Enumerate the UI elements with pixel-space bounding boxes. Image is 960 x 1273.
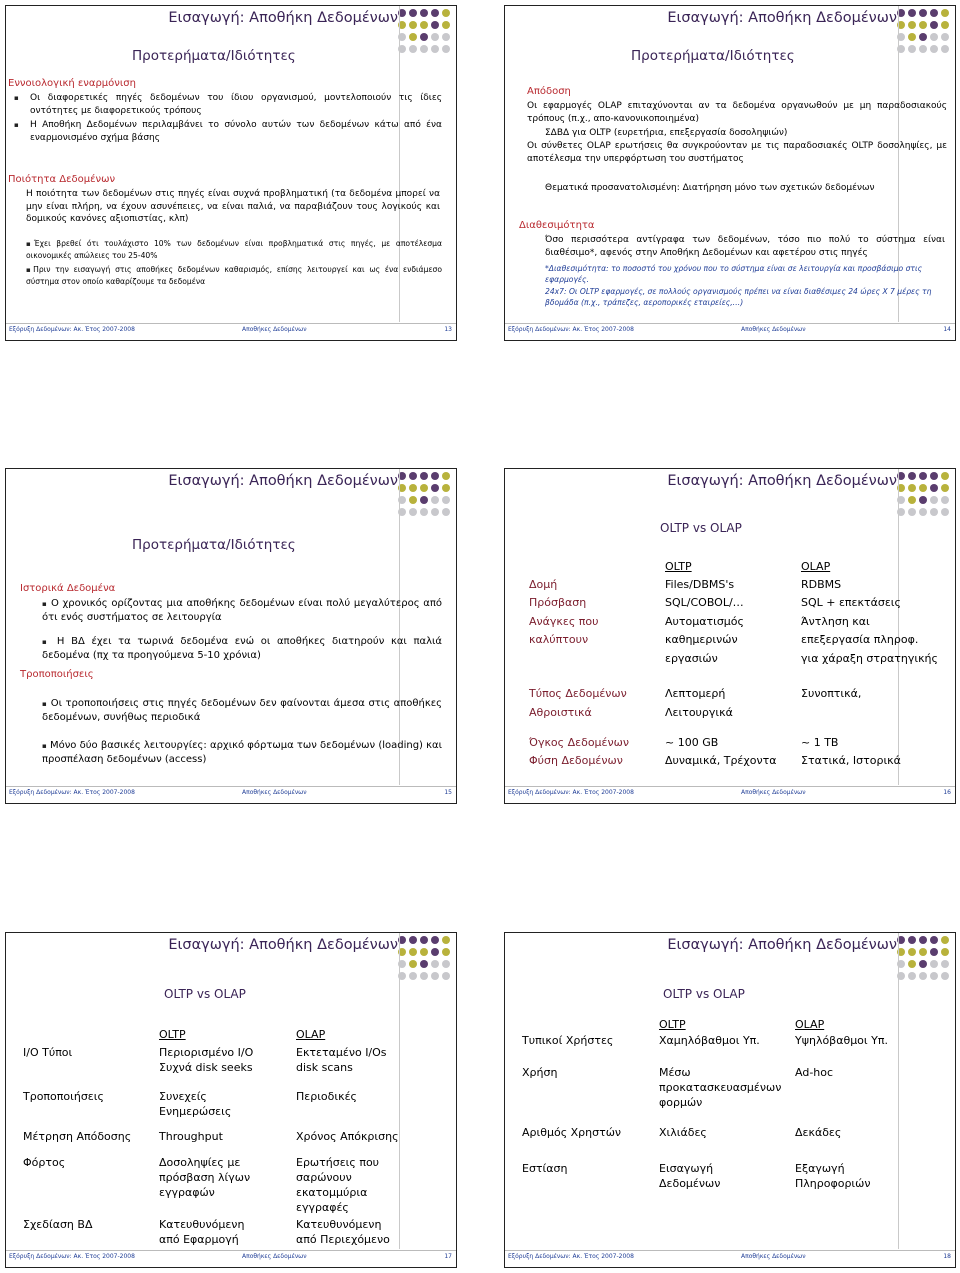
paragraph: Οι σύνθετες OLAP ερωτήσεις θα συγκρούονταν με τις παραδοσιακές OLTP δοσοληψίες, με αποτέλεσμα την υπερφόρτωση του συστήματος <box>527 141 947 164</box>
olap-cell: ~ 1 TB <box>801 736 839 749</box>
paragraph: ΣΔΒΔ για OLTP (ευρετήρια, επεξεργασία δοσοληψιών) <box>545 128 788 138</box>
decorative-dot <box>420 484 428 492</box>
decorative-dot <box>919 9 927 17</box>
decorative-dot <box>941 948 949 956</box>
decorative-dot <box>420 972 428 980</box>
decorative-dot <box>930 484 938 492</box>
slide-17 <box>5 932 457 1268</box>
row-label: I/O Τύποι <box>23 1046 73 1059</box>
section-heading: Εννοιολογική εναρμόνιση <box>8 78 136 89</box>
slide-subtitle: OLTP vs OLAP <box>164 987 246 1001</box>
decorative-dot <box>930 21 938 29</box>
footnote: *Διαθεσιμότητα: το ποσοστό του χρόνου που το σύστημα είναι σε λειτουργία και προσβάσιμο στις εφαρμογές. <box>545 264 923 284</box>
page-number: 16 <box>943 789 951 796</box>
decorative-dot <box>431 472 439 480</box>
oltp-cell: SQL/COBOL/… <box>665 596 744 609</box>
olap-cell: SQL + επεκτάσεις <box>801 596 901 609</box>
decorative-dot <box>431 9 439 17</box>
olap-cell: Ad-hoc <box>795 1066 834 1079</box>
column-header-olap: OLAP <box>795 1018 825 1031</box>
decorative-dot <box>409 936 417 944</box>
decorative-dot <box>409 948 417 956</box>
page-number: 14 <box>943 326 951 333</box>
decorative-dot <box>409 508 417 516</box>
oltp-cell: Δυναμικά, Τρέχοντα <box>665 754 777 767</box>
bullet-text: Η Αποθήκη Δεδομένων περιλαμβάνει το σύνολο αυτών των δεδομένων κάτω από ένα εναρμονισμένο σχήμα βάσης <box>30 120 442 143</box>
bullet-item <box>42 697 442 725</box>
footer-course: Εξόρυξη Δεδομένων: Ακ. Έτος 2007-2008 <box>9 1253 135 1260</box>
slide-title: Εισαγωγή: Αποθήκη Δεδομένων <box>667 937 897 953</box>
decorative-dot <box>442 936 450 944</box>
slide-13 <box>5 5 457 341</box>
decorative-dot <box>908 9 916 17</box>
row-label: Φύση Δεδομένων <box>529 754 623 767</box>
slide-subtitle: Προτερήματα/Ιδιότητες <box>132 537 296 553</box>
bullet-icon: ▪ <box>42 600 48 608</box>
decorative-dot <box>420 21 428 29</box>
oltp-cell: Λειτουργικά <box>665 706 733 719</box>
decorative-dot <box>919 472 927 480</box>
paragraph: Η ποιότητα των δεδομένων στις πηγές είναι συχνά προβληματική (τα δεδομένα μπορεί να μην είναι πλήρη, να έχουν ασυνέπειες, να είναι παλιά, να παραβιάζουν τους λογικούς και δομικούς κανόνες αξιοπιστίας, κλπ) <box>26 189 440 224</box>
column-header-olap: OLAP <box>801 560 831 573</box>
footer-course: Εξόρυξη Δεδομένων: Ακ. Έτος 2007-2008 <box>9 789 135 796</box>
footer-course: Εξόρυξη Δεδομένων: Ακ. Έτος 2007-2008 <box>508 326 634 333</box>
row-label: Σχεδίαση ΒΔ <box>23 1218 93 1231</box>
decorative-dot <box>919 21 927 29</box>
decorative-dot <box>442 960 450 968</box>
bullet-item <box>42 739 442 767</box>
decorative-dot <box>431 960 439 968</box>
slide-footer <box>505 789 955 800</box>
decorative-dot <box>919 45 927 53</box>
slide-title: Εισαγωγή: Αποθήκη Δεδομένων <box>168 473 398 489</box>
oltp-cell: Χιλιάδες <box>659 1126 707 1139</box>
decorative-dot <box>431 972 439 980</box>
oltp-cell: Αυτοματισμός <box>665 615 744 628</box>
row-label: Τύπος Δεδομένων <box>529 687 627 700</box>
oltp-cell: Throughput <box>159 1130 223 1143</box>
decorative-dot <box>431 936 439 944</box>
decorative-dot <box>431 496 439 504</box>
decorative-dots <box>398 936 452 988</box>
row-label: Όγκος Δεδομένων <box>529 736 629 749</box>
slide-footer <box>505 1253 955 1264</box>
oltp-cell: Συνεχείς Ενημερώσεις <box>159 1090 232 1118</box>
decorative-dot <box>431 948 439 956</box>
bullet-icon: ▪ <box>42 638 51 646</box>
oltp-cell: εργασιών <box>665 652 718 665</box>
row-label: Χρήση <box>522 1066 558 1079</box>
decorative-dot <box>409 21 417 29</box>
decorative-dot <box>930 496 938 504</box>
bullet-text: Οι διαφορετικές πηγές δεδομένων του ίδιου οργανισμού, μοντελοποιούν τις ίδιες οντότητες με διαφορετικούς τρόπους <box>30 93 442 116</box>
decorative-dot <box>930 33 938 41</box>
decorative-dot <box>930 9 938 17</box>
row-label: Δομή <box>529 578 558 591</box>
slide-title: Εισαγωγή: Αποθήκη Δεδομένων <box>168 937 398 953</box>
row-label: καλύπτουν <box>529 633 589 646</box>
paragraph: Όσο περισσότερα αντίγραφα των δεδομένων, τόσο πιο πολύ το σύστημα είναι διαθέσιμο*, αφενός στην Αποθήκη Δεδομένων και αφετέρου στις πηγές <box>545 235 945 258</box>
paragraph: Οι εφαρμογές OLAP επιταχύνονται αν τα δεδομένα οργανωθούν με μη παραδοσιακούς τρόπους (π.χ., απο-κανονικοποιημένα) <box>527 101 947 124</box>
decorative-dot <box>420 472 428 480</box>
decorative-dot <box>431 33 439 41</box>
divider <box>898 933 899 1249</box>
decorative-dot <box>908 33 916 41</box>
oltp-cell: Κατευθυνόμενη από Εφαρμογή <box>159 1218 245 1246</box>
decorative-dot <box>442 33 450 41</box>
decorative-dot <box>431 508 439 516</box>
section-heading: Διαθεσιμότητα <box>519 220 595 231</box>
olap-cell: Άντληση και <box>801 615 870 628</box>
decorative-dots <box>398 472 452 524</box>
decorative-dot <box>908 948 916 956</box>
decorative-dot <box>919 496 927 504</box>
decorative-dot <box>919 960 927 968</box>
slide-subtitle: Προτερήματα/Ιδιότητες <box>631 48 795 64</box>
page-number: 17 <box>444 1253 452 1260</box>
decorative-dot <box>941 484 949 492</box>
decorative-dot <box>941 936 949 944</box>
row-label: Πρόσβαση <box>529 596 587 609</box>
decorative-dot <box>431 484 439 492</box>
section-heading: Ιστορικά Δεδομένα <box>20 583 116 594</box>
paragraph-text: Πριν την εισαγωγή στις αποθήκες δεδομένων καθαρισμός, επίσης λειτουργεί και ως ένα ενδιάμεσο σύστημα στον οποίο καθαρίζουμε τα δεδομένα <box>26 265 443 286</box>
oltp-cell: Εισαγωγή Δεδομένων <box>659 1162 721 1190</box>
decorative-dot <box>442 472 450 480</box>
slide-title: Εισαγωγή: Αποθήκη Δεδομένων <box>168 10 398 26</box>
decorative-dot <box>420 948 428 956</box>
decorative-dots <box>897 472 951 524</box>
bullet-icon: ▪ <box>14 121 19 129</box>
row-label: Εστίαση <box>522 1162 568 1175</box>
bullet-icon: ▪ <box>42 700 48 708</box>
footer-topic: Αποθήκες Δεδομένων <box>242 326 307 333</box>
decorative-dots <box>897 936 951 988</box>
decorative-dot <box>941 972 949 980</box>
decorative-dot <box>941 508 949 516</box>
decorative-dot <box>908 496 916 504</box>
oltp-cell: Files/DBMS's <box>665 578 735 591</box>
olap-cell: Κατευθυνόμενη από Περιεχόμενο <box>296 1218 390 1246</box>
row-label: Φόρτος <box>23 1156 66 1169</box>
decorative-dot <box>409 484 417 492</box>
olap-cell: Συνοπτικά, <box>801 687 862 700</box>
oltp-cell: Χαμηλόβαθμοι Υπ. <box>659 1034 760 1047</box>
decorative-dot <box>908 508 916 516</box>
oltp-cell: καθημερινών <box>665 633 738 646</box>
decorative-dot <box>409 45 417 53</box>
bullet-icon: ▪ <box>26 240 34 248</box>
decorative-dot <box>420 9 428 17</box>
decorative-dot <box>919 972 927 980</box>
decorative-dot <box>941 472 949 480</box>
decorative-dot <box>941 21 949 29</box>
slide-16 <box>504 468 956 804</box>
decorative-dot <box>908 484 916 492</box>
section-heading: Απόδοση <box>527 86 571 97</box>
slide-14 <box>504 5 956 341</box>
decorative-dot <box>409 472 417 480</box>
decorative-dot <box>908 45 916 53</box>
decorative-dot <box>930 948 938 956</box>
olap-cell: Εξαγωγή Πληροφοριών <box>795 1162 871 1190</box>
decorative-dot <box>930 472 938 480</box>
decorative-dot <box>420 960 428 968</box>
olap-cell: Περιοδικές <box>296 1090 357 1103</box>
paragraph <box>26 264 442 287</box>
olap-cell: Δεκάδες <box>795 1126 842 1139</box>
decorative-dot <box>941 9 949 17</box>
row-label: Μέτρηση Απόδοσης <box>23 1130 132 1143</box>
decorative-dot <box>919 508 927 516</box>
bullet-icon: ▪ <box>42 742 47 750</box>
footer-course: Εξόρυξη Δεδομένων: Ακ. Έτος 2007-2008 <box>508 789 634 796</box>
slide-title: Εισαγωγή: Αποθήκη Δεδομένων <box>667 473 897 489</box>
bullet-item <box>42 597 442 625</box>
olap-cell: Στατικά, Ιστορικά <box>801 754 901 767</box>
bullet-text: Η ΒΔ έχει τα τωρινά δεδομένα ενώ οι αποθήκες διατηρούν και παλιά δεδομένα (πχ τα προηγούμενα 5-10 χρόνια) <box>42 636 442 661</box>
decorative-dot <box>409 33 417 41</box>
section-heading: Τροποποιήσεις <box>20 669 94 680</box>
olap-cell: RDBMS <box>801 578 842 591</box>
footer-topic: Αποθήκες Δεδομένων <box>741 1253 806 1260</box>
decorative-dot <box>930 960 938 968</box>
decorative-dot <box>442 484 450 492</box>
paragraph <box>26 238 442 261</box>
decorative-dot <box>919 484 927 492</box>
decorative-dot <box>908 21 916 29</box>
bullet-text: Ο χρονικός ορίζοντας μια αποθήκης δεδομένων είναι πολύ μεγαλύτερος από ότι ενός συστήματος σε λειτουργία <box>42 598 442 623</box>
slide-footer <box>505 326 955 337</box>
decorative-dot <box>919 936 927 944</box>
decorative-dots <box>398 9 452 61</box>
decorative-dot <box>420 496 428 504</box>
divider <box>399 469 400 785</box>
slide-15 <box>5 468 457 804</box>
decorative-dot <box>420 936 428 944</box>
decorative-dot <box>442 45 450 53</box>
row-label: Τροποποιήσεις <box>23 1090 104 1103</box>
paragraph: Θεματικά προσανατολισμένη: Διατήρηση μόνο των σχετικών δεδομένων <box>545 183 875 193</box>
footer-topic: Αποθήκες Δεδομένων <box>741 326 806 333</box>
decorative-dot <box>431 45 439 53</box>
slide-title: Εισαγωγή: Αποθήκη Δεδομένων <box>667 10 897 26</box>
row-label: Ανάγκες που <box>529 615 599 628</box>
column-header-olap: OLAP <box>296 1028 326 1041</box>
page-number: 18 <box>943 1253 951 1260</box>
slide-footer <box>6 326 456 337</box>
bullet-icon: ▪ <box>26 266 34 274</box>
column-header-oltp: OLTP <box>665 560 692 573</box>
olap-cell: Υψηλόβαθμοι Υπ. <box>795 1034 888 1047</box>
decorative-dot <box>919 33 927 41</box>
slide-subtitle: OLTP vs OLAP <box>663 987 745 1001</box>
decorative-dot <box>442 508 450 516</box>
footer-topic: Αποθήκες Δεδομένων <box>242 1253 307 1260</box>
decorative-dot <box>409 496 417 504</box>
row-label: Τυπικοί Χρήστες <box>522 1034 614 1047</box>
slide-18 <box>504 932 956 1268</box>
footer-course: Εξόρυξη Δεδομένων: Ακ. Έτος 2007-2008 <box>9 326 135 333</box>
bullet-icon: ▪ <box>14 94 19 102</box>
row-label: Αριθμός Χρηστών <box>522 1126 622 1139</box>
olap-cell: επεξεργασία πληροφ. <box>801 633 919 646</box>
footer-topic: Αποθήκες Δεδομένων <box>242 789 307 796</box>
page-number: 13 <box>444 326 452 333</box>
olap-cell: Ερωτήσεις που σαρώνουν εκατομμύρια εγγραφές <box>296 1156 380 1214</box>
decorative-dot <box>442 972 450 980</box>
decorative-dot <box>941 496 949 504</box>
decorative-dot <box>941 45 949 53</box>
decorative-dot <box>442 948 450 956</box>
olap-cell: Χρόνος Απόκρισης <box>296 1130 399 1143</box>
decorative-dot <box>431 21 439 29</box>
decorative-dot <box>941 33 949 41</box>
slide-footer <box>6 789 456 800</box>
decorative-dot <box>420 45 428 53</box>
slide-subtitle: Προτερήματα/Ιδιότητες <box>132 48 296 64</box>
decorative-dot <box>930 45 938 53</box>
decorative-dot <box>409 972 417 980</box>
paragraph-text: Έχει βρεθεί ότι τουλάχιστο 10% των δεδομένων είναι προβληματικά στις πηγές, με αποτέλεσμα οικονομικές απώλειες του 25-40% <box>26 239 442 260</box>
decorative-dot <box>442 21 450 29</box>
bullet-text: Οι τροποποιήσεις στις πηγές δεδομένων δεν φαίνονται άμεσα στις αποθήκες δεδομένων, συνήθως περιοδικά <box>42 698 442 723</box>
slide-subtitle: OLTP vs OLAP <box>660 521 742 535</box>
decorative-dot <box>908 472 916 480</box>
footnote: 24x7: Οι OLTP εφαρμογές, σε πολλούς οργανισμούς πρέπει να είναι διαθέσιμες 24 ώρες X 7 μέρες τη βδομάδα (π.χ., τράπεζες, αερoπορικές εταιρείες,…) <box>545 287 932 307</box>
decorative-dot <box>420 33 428 41</box>
decorative-dot <box>409 960 417 968</box>
decorative-dot <box>908 960 916 968</box>
decorative-dot <box>930 936 938 944</box>
bullet-item <box>42 635 442 663</box>
decorative-dot <box>919 948 927 956</box>
oltp-cell: Δοσοληψίες με πρόσβαση λίγων εγγραφών <box>159 1156 251 1199</box>
olap-cell: για χάραξη στρατηγικής <box>801 652 938 665</box>
decorative-dots <box>897 9 951 61</box>
footer-topic: Αποθήκες Δεδομένων <box>741 789 806 796</box>
decorative-dot <box>908 972 916 980</box>
column-header-oltp: OLTP <box>659 1018 686 1031</box>
decorative-dot <box>941 960 949 968</box>
decorative-dot <box>442 496 450 504</box>
oltp-cell: Λεπτομερή <box>665 687 726 700</box>
olap-cell: Εκτεταμένο I/Os disk scans <box>296 1046 387 1074</box>
footer-course: Εξόρυξη Δεδομένων: Ακ. Έτος 2007-2008 <box>508 1253 634 1260</box>
decorative-dot <box>908 936 916 944</box>
decorative-dot <box>420 508 428 516</box>
slide-footer <box>6 1253 456 1264</box>
decorative-dot <box>409 9 417 17</box>
bullet-text: Μόνο δύο βασικές λειτουργίες: αρχικό φόρτωμα των δεδομένων (loading) και προσπέλαση δεδομένων (access) <box>42 740 443 765</box>
oltp-cell: ~ 100 GB <box>665 736 719 749</box>
section-heading: Ποιότητα Δεδομένων <box>8 174 116 185</box>
decorative-dot <box>930 508 938 516</box>
row-label: Αθροιστικά <box>529 706 592 719</box>
page-number: 15 <box>444 789 452 796</box>
decorative-dot <box>442 9 450 17</box>
oltp-cell: Περιορισμένο I/O Συχνά disk seeks <box>159 1046 254 1074</box>
column-header-oltp: OLTP <box>159 1028 186 1041</box>
decorative-dot <box>930 972 938 980</box>
oltp-cell: Μέσω προκατασκευασμένων φορμών <box>659 1066 782 1109</box>
